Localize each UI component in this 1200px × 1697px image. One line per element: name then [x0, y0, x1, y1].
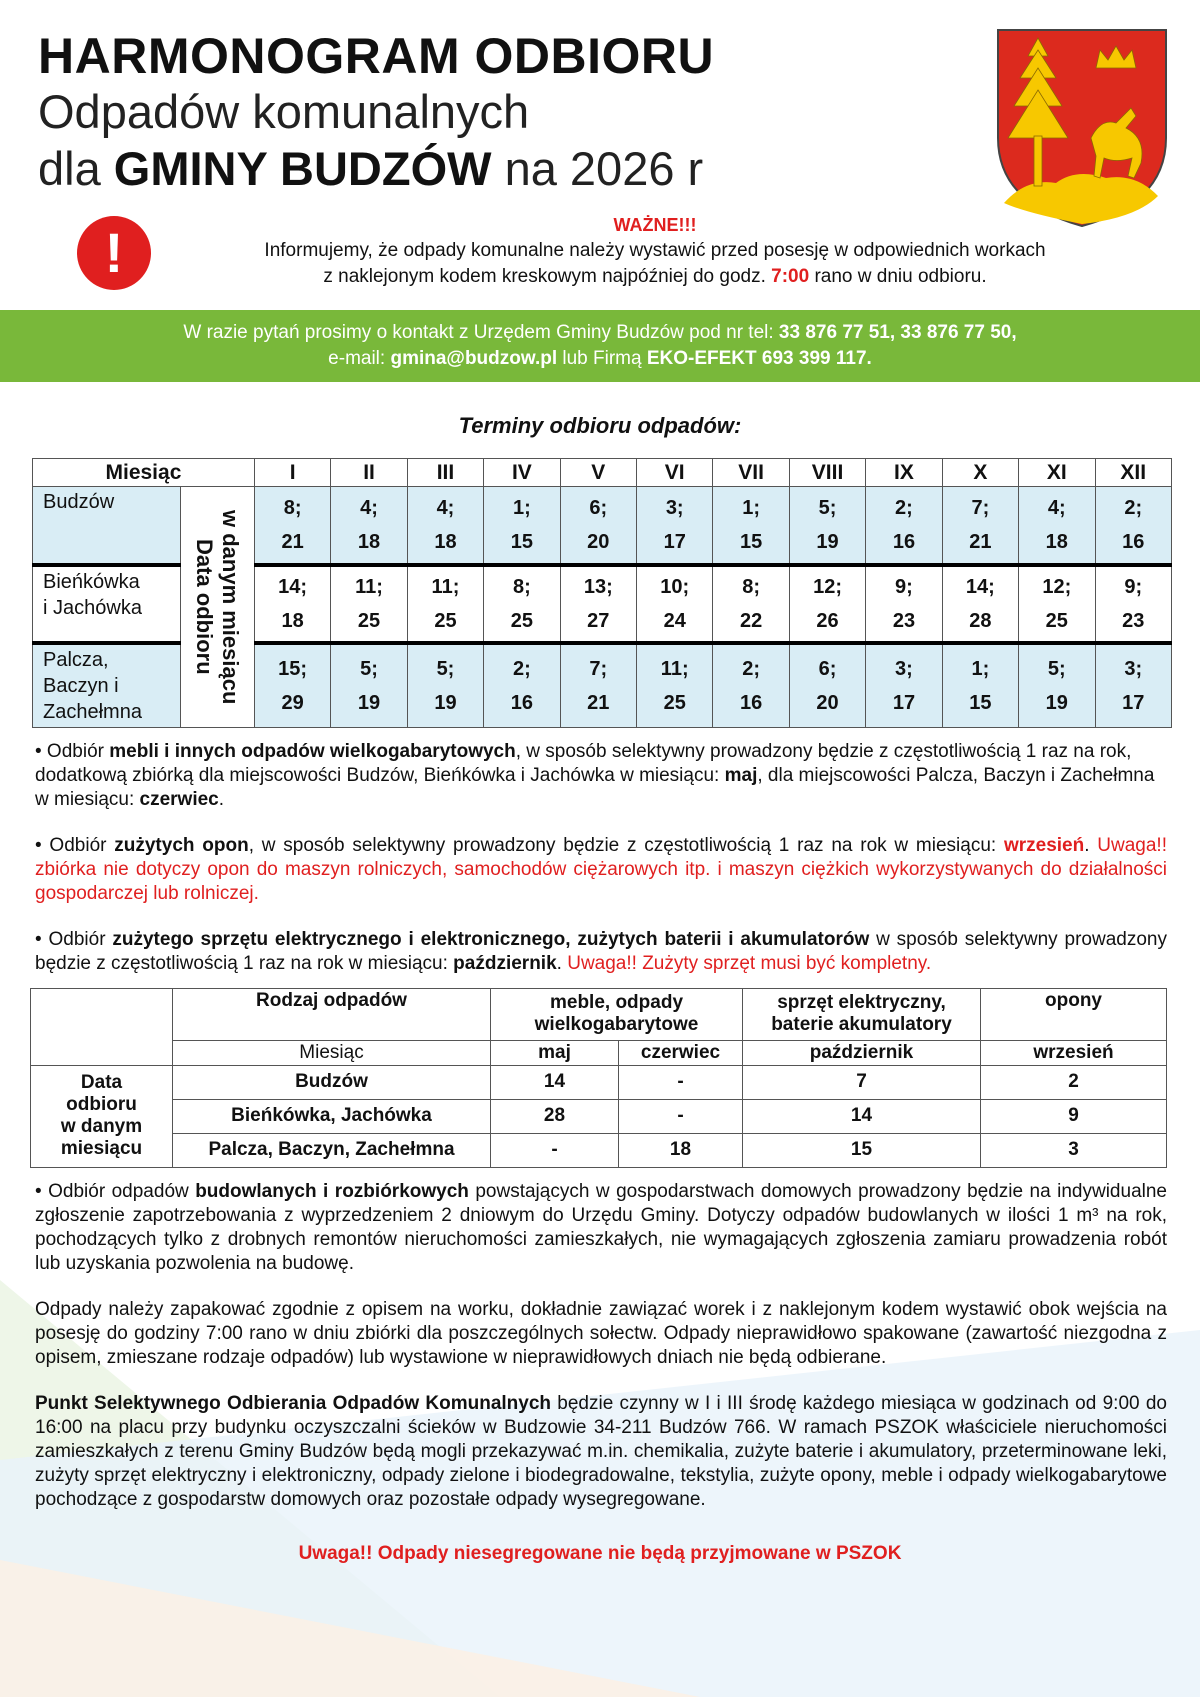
contact-firm: EKO-EFEKT 693 399 117.: [646, 348, 872, 369]
location-cell: Bieńkówka, Jachówka: [173, 1099, 491, 1133]
text-segment: , w sposób selektywny prowadzony będzie z częstotliwością 1 raz na rok, dodatkową zbiórką dla miejscowości Budzów, Bieńkówka i Jachówka w miesiącu:: [35, 740, 1132, 786]
date-first: 5;: [360, 657, 378, 680]
date-first: 2;: [742, 657, 761, 680]
month-cell: czerwiec: [619, 1040, 743, 1065]
date-second: 25: [663, 691, 686, 714]
date-cell: [1019, 643, 1095, 728]
paragraph-pszok: [35, 1392, 1167, 1512]
date-cell: [1095, 565, 1172, 643]
vertical-label-line: Data odbioru: [192, 538, 218, 675]
date-second: 25: [510, 609, 533, 632]
date-second: 19: [1045, 691, 1068, 714]
date-first: 10;: [660, 575, 690, 598]
text-segment: , w sposób selektywny prowadzony będzie z częstotliwością 1 raz na rok w miesiącu:: [248, 834, 1004, 856]
title-pre: dla: [38, 142, 114, 195]
contact-text: lub Firmą: [557, 348, 647, 369]
value-cell: 7: [743, 1065, 981, 1099]
date-first: 2;: [512, 657, 531, 680]
date-cell: [866, 565, 942, 643]
table-header-row: [31, 988, 1167, 1040]
date-cell: [866, 487, 942, 565]
contact-banner: [0, 310, 1200, 382]
date-first: 6;: [589, 496, 608, 519]
date-first: 3;: [665, 496, 684, 519]
month-header-III: III: [407, 459, 483, 487]
text-segment: zużytego sprzętu elektrycznego i elektronicznego, zużytych baterii i akumulatorów: [112, 928, 870, 950]
date-cell: [637, 643, 713, 728]
notice-line-1: Informujemy, że odpady komunalne należy wystawić przed posesję w odpowiednich workach: [264, 240, 1046, 261]
date-first: 12;: [813, 575, 842, 598]
month-header-VII: VII: [713, 459, 789, 487]
notice-line-2: [150, 264, 1160, 290]
notice-heading: WAŻNE!!!: [613, 215, 697, 235]
text-segment: Uwaga!! zbiórka nie dotyczy opon do maszyn rolniczych, samochodów ciężarowych itp. i maszyn ciężkich wykorzystywanych do działalności gospodarczej lub rolniczej.: [35, 834, 1167, 904]
month-header-VI: VI: [637, 459, 713, 487]
date-second: 17: [892, 691, 916, 714]
title-post: na 2026 r: [491, 142, 704, 195]
value-cell: -: [619, 1065, 743, 1099]
month-header-IV: IV: [484, 459, 560, 487]
month-header-VIII: VIII: [789, 459, 865, 487]
date-first: 7;: [589, 657, 608, 680]
date-second: 20: [816, 691, 839, 714]
date-second: 15: [740, 530, 763, 553]
date-second: 19: [816, 530, 839, 553]
location-name: Baczyn i: [43, 674, 119, 697]
date-second: 21: [969, 530, 992, 553]
month-header-V: V: [560, 459, 636, 487]
date-second: 19: [357, 691, 381, 714]
table-row: [31, 1133, 1167, 1167]
date-first: 11;: [431, 575, 460, 598]
date-first: 2;: [1124, 496, 1143, 519]
date-first: 9;: [895, 575, 913, 598]
location-name: Palcza,: [43, 648, 109, 671]
date-first: 7;: [971, 496, 990, 519]
special-collection-table: [30, 988, 1167, 1168]
date-cell: [254, 643, 330, 728]
date-second: 17: [663, 530, 686, 553]
text-segment: Odpady należy zapakować zgodnie z opisem na worku, dokładnie zawiązać worek i z naklejonym kodem wystawić obok wejścia na posesję do godziny 7:00 rano w dniu zbiórki dla poszczególnych sołectw. Odpady nieprawidłowo spakowane (zawartość niezgodna z opisem, zmieszane rodzaje odpadów) lub wystawione w nieprawidłowych dniach nie będą odbierane.: [35, 1298, 1167, 1368]
date-second: 16: [510, 691, 533, 714]
date-cell: [866, 643, 942, 728]
date-cell: [1019, 487, 1095, 565]
date-first: 1;: [742, 496, 761, 519]
location-cell: [33, 565, 181, 643]
date-second: 25: [1045, 609, 1068, 632]
date-cell: [789, 565, 865, 643]
value-cell: 9: [981, 1099, 1167, 1133]
date-second: 27: [587, 609, 610, 632]
date-second: 17: [1122, 691, 1145, 714]
date-cell: [484, 487, 560, 565]
text-segment: mebli i innych odpadów wielkogabarytowych: [109, 740, 516, 762]
date-first: 3;: [1124, 657, 1143, 680]
date-second: 18: [1045, 530, 1068, 553]
date-first: 8;: [512, 575, 531, 598]
date-cell: [484, 565, 560, 643]
month-header: Miesiąc: [173, 1040, 491, 1065]
date-second: 18: [357, 530, 381, 553]
value-cell: -: [491, 1133, 619, 1167]
title-gmina: GMINY BUDZÓW: [113, 142, 492, 195]
text-segment: Uwaga!! Zużyty sprzęt musi być kompletny.: [567, 952, 932, 974]
date-first: 5;: [818, 496, 837, 519]
month-row: [31, 1040, 1167, 1065]
date-second: 15: [510, 530, 533, 553]
notice-text: rano w dniu odbioru.: [809, 266, 987, 287]
date-second: 16: [740, 691, 763, 714]
notice-time: 7:00: [771, 266, 810, 287]
text-segment: zużytych opon: [114, 834, 249, 856]
location-cell: [33, 643, 181, 728]
category-header: sprzęt elektryczny, baterie akumulatory: [743, 988, 981, 1040]
text-segment: • Odbiór: [35, 928, 113, 950]
location-cell: Budzów: [173, 1065, 491, 1099]
date-second: 23: [1122, 609, 1145, 632]
table-row: [31, 1065, 1167, 1099]
month-header-XI: XI: [1019, 459, 1095, 487]
date-cell: [331, 565, 407, 643]
date-cell: [942, 643, 1018, 728]
date-first: 12;: [1042, 575, 1072, 598]
contact-text: W razie pytań prosimy o kontakt z Urzędem Gminy Budzów pod nr tel:: [183, 322, 779, 343]
date-first: 8;: [283, 496, 302, 519]
date-first: 5;: [1047, 657, 1066, 680]
date-first: 6;: [818, 657, 837, 680]
vertical-label: [180, 487, 254, 728]
text-segment: październik: [453, 952, 557, 974]
date-cell: [942, 487, 1018, 565]
notice-text: z naklejonym kodem kreskowym najpóźniej do godz.: [323, 266, 772, 287]
value-cell: 18: [619, 1133, 743, 1167]
contact-text: e-mail:: [328, 348, 391, 369]
date-first: 4;: [360, 496, 378, 519]
date-second: 26: [816, 609, 839, 632]
date-cell: [407, 487, 483, 565]
date-second: 22: [740, 609, 763, 632]
vertical-label-line: w danym miesiącu: [218, 509, 244, 704]
date-second: 23: [892, 609, 916, 632]
side-label: [31, 1065, 173, 1167]
contact-line-1: [20, 320, 1180, 346]
month-header-II: II: [331, 459, 407, 487]
date-cell: [713, 487, 789, 565]
date-first: 8;: [742, 575, 761, 598]
text-segment: • Odbiór: [35, 740, 110, 762]
text-segment: maj: [724, 764, 758, 786]
type-header: Rodzaj odpadów: [173, 988, 491, 1040]
date-cell: [254, 487, 330, 565]
date-cell: [560, 565, 636, 643]
month-header-X: X: [942, 459, 1018, 487]
important-notice-block: [0, 212, 1200, 292]
value-cell: 28: [491, 1099, 619, 1133]
location-cell: Palcza, Baczyn, Zachełmna: [173, 1133, 491, 1167]
date-second: 25: [434, 609, 457, 632]
text-segment: w sposób selektywny prowadzony będzie z częstotliwością 1 raz na rok w miesiącu:: [35, 928, 1167, 974]
paragraph-construction-waste: [35, 1180, 1167, 1276]
date-first: 2;: [895, 496, 913, 519]
location-cell: [33, 487, 181, 565]
text-segment: powstających w gospodarstwach domowych prowadzony będzie na indywidualne zgłoszenie zapotrzebowania z wyprzedzeniem 2 dniowym do Urzędu Gminy. Dotyczy odpadów budowlanych w ilości 1 m³ na rok, pochodzących tylko z drobnych remontów nieruchomości zamieszkałych, nie wymagających zgłoszenia zamiaru prowadzenia robót lub uzyskania pozwolenia na budowę.: [35, 1180, 1167, 1274]
text-segment: • Odbiór odpadów: [35, 1180, 196, 1202]
date-second: 19: [434, 691, 457, 714]
date-second: 24: [663, 609, 686, 632]
date-cell: [1095, 643, 1172, 728]
location-name: Bieńkówka: [43, 570, 140, 593]
date-first: 9;: [1124, 575, 1143, 598]
important-notice: [150, 212, 1160, 290]
month-header-I: I: [254, 459, 330, 487]
date-second: 18: [281, 609, 304, 632]
location-name: Zachełmna: [43, 700, 142, 723]
location-name: Budzów: [43, 491, 115, 513]
exclamation-icon: !: [77, 216, 151, 290]
date-cell: [484, 643, 560, 728]
date-first: 4;: [436, 496, 455, 519]
date-first: 14;: [278, 575, 308, 598]
text-segment: .: [1084, 834, 1098, 856]
date-cell: [637, 487, 713, 565]
date-cell: [637, 565, 713, 643]
date-cell: [331, 643, 407, 728]
schedule-table: [32, 458, 1172, 728]
date-second: 21: [281, 530, 304, 553]
text-segment: • Odbiór: [35, 834, 115, 856]
date-first: 15;: [278, 657, 308, 680]
paragraph-bulky-waste: [35, 740, 1167, 812]
value-cell: -: [619, 1099, 743, 1133]
contact-email-link[interactable]: gmina@budzow.pl: [390, 348, 558, 369]
date-cell: [789, 487, 865, 565]
category-header: opony: [981, 988, 1167, 1040]
side-label-line: w danym: [60, 1116, 143, 1137]
date-second: 29: [281, 691, 304, 714]
table-row: [33, 487, 1172, 565]
title-line-2: Odpadów komunalnych: [38, 85, 530, 138]
text-segment: .: [556, 952, 568, 974]
value-cell: 14: [491, 1065, 619, 1099]
date-cell: [407, 643, 483, 728]
date-cell: [713, 565, 789, 643]
date-cell: [331, 487, 407, 565]
value-cell: 2: [981, 1065, 1167, 1099]
date-second: 16: [1122, 530, 1145, 553]
date-first: 5;: [436, 657, 455, 680]
date-first: 1;: [512, 496, 531, 519]
date-cell: [1095, 487, 1172, 565]
text-segment: wrzesień: [1003, 834, 1085, 856]
date-cell: [942, 565, 1018, 643]
month-header-IX: IX: [866, 459, 942, 487]
paragraph-electronics: [35, 928, 1167, 976]
date-first: 11;: [355, 575, 383, 598]
text-segment: budowlanych i rozbiórkowych: [195, 1180, 469, 1202]
paragraph-packing-rules: [35, 1298, 1167, 1370]
month-cell: wrzesień: [981, 1040, 1167, 1065]
date-cell: [560, 487, 636, 565]
date-cell: [560, 643, 636, 728]
date-first: 4;: [1047, 496, 1066, 519]
date-first: 13;: [583, 575, 613, 598]
date-first: 14;: [965, 575, 995, 598]
date-second: 16: [892, 530, 916, 553]
empty-cell: [31, 988, 173, 1065]
location-name: i Jachówka: [43, 596, 142, 619]
date-cell: [254, 565, 330, 643]
month-header-XII: XII: [1095, 459, 1172, 487]
text-segment: czerwiec: [139, 788, 219, 810]
text-segment: będzie czynny w I i III środę każdego miesiąca w godzinach od 9:00 do 16:00 na placu przy budynku oczyszczalni ścieków w Budzowie 34-211 Budzów 766. W ramach PSZOK właściciele nieruchomości zamieszkałych z terenu Gminy Budzów będą mogli przekazywać m.in. chemikalia, zużyte baterie i akumulatory, przeterminowane leki, zużyty sprzęt elektryczny i elektroniczny, odpady zielone i biodegradowalne, tekstylia, zużyte opony, meble i odpady wielkogabarytowe pochodzące z gospodarstw domowych oraz pozostałe odpady wysegregowane.: [35, 1392, 1167, 1510]
category-header: meble, odpady wielkogabarytowe: [491, 988, 743, 1040]
value-cell: 14: [743, 1099, 981, 1133]
contact-phones: 33 876 77 51, 33 876 77 50,: [778, 322, 1017, 343]
date-second: 18: [434, 530, 457, 553]
date-first: 1;: [971, 657, 990, 680]
date-second: 28: [969, 609, 992, 632]
schedule-heading: Terminy odbioru odpadów:: [458, 413, 742, 438]
final-warning: Uwaga!! Odpady niesegregowane nie będą przyjmowane w PSZOK: [298, 1542, 902, 1564]
date-second: 21: [587, 691, 610, 714]
paragraph-tires: [35, 834, 1167, 906]
side-label-line: Data: [80, 1072, 123, 1093]
side-label-line: odbioru: [66, 1094, 137, 1115]
month-cell: maj: [491, 1040, 619, 1065]
date-cell: [789, 643, 865, 728]
text-segment: .: [218, 788, 225, 810]
value-cell: 3: [981, 1133, 1167, 1167]
date-second: 25: [357, 609, 381, 632]
table-row: [31, 1099, 1167, 1133]
date-first: 11;: [660, 657, 689, 680]
text-segment: , dla miejscowości Palcza, Baczyn i Zachełmna w miesiącu:: [35, 764, 1155, 810]
text-segment: Punkt Selektywnego Odbierania Odpadów Komunalnych: [35, 1392, 552, 1414]
date-cell: [1019, 565, 1095, 643]
contact-line-2: [20, 346, 1180, 372]
title-line-1: HARMONOGRAM ODBIORU: [38, 28, 715, 84]
date-first: 3;: [895, 657, 913, 680]
month-header: Miesiąc: [33, 459, 255, 487]
vertical-label-text: [191, 510, 243, 704]
date-cell: [713, 643, 789, 728]
date-cell: [407, 565, 483, 643]
month-cell: październik: [743, 1040, 981, 1065]
table-header-row: [33, 459, 1172, 487]
side-label-line: miesiącu: [60, 1138, 143, 1159]
date-second: 20: [587, 530, 610, 553]
value-cell: 15: [743, 1133, 981, 1167]
date-second: 15: [969, 691, 992, 714]
